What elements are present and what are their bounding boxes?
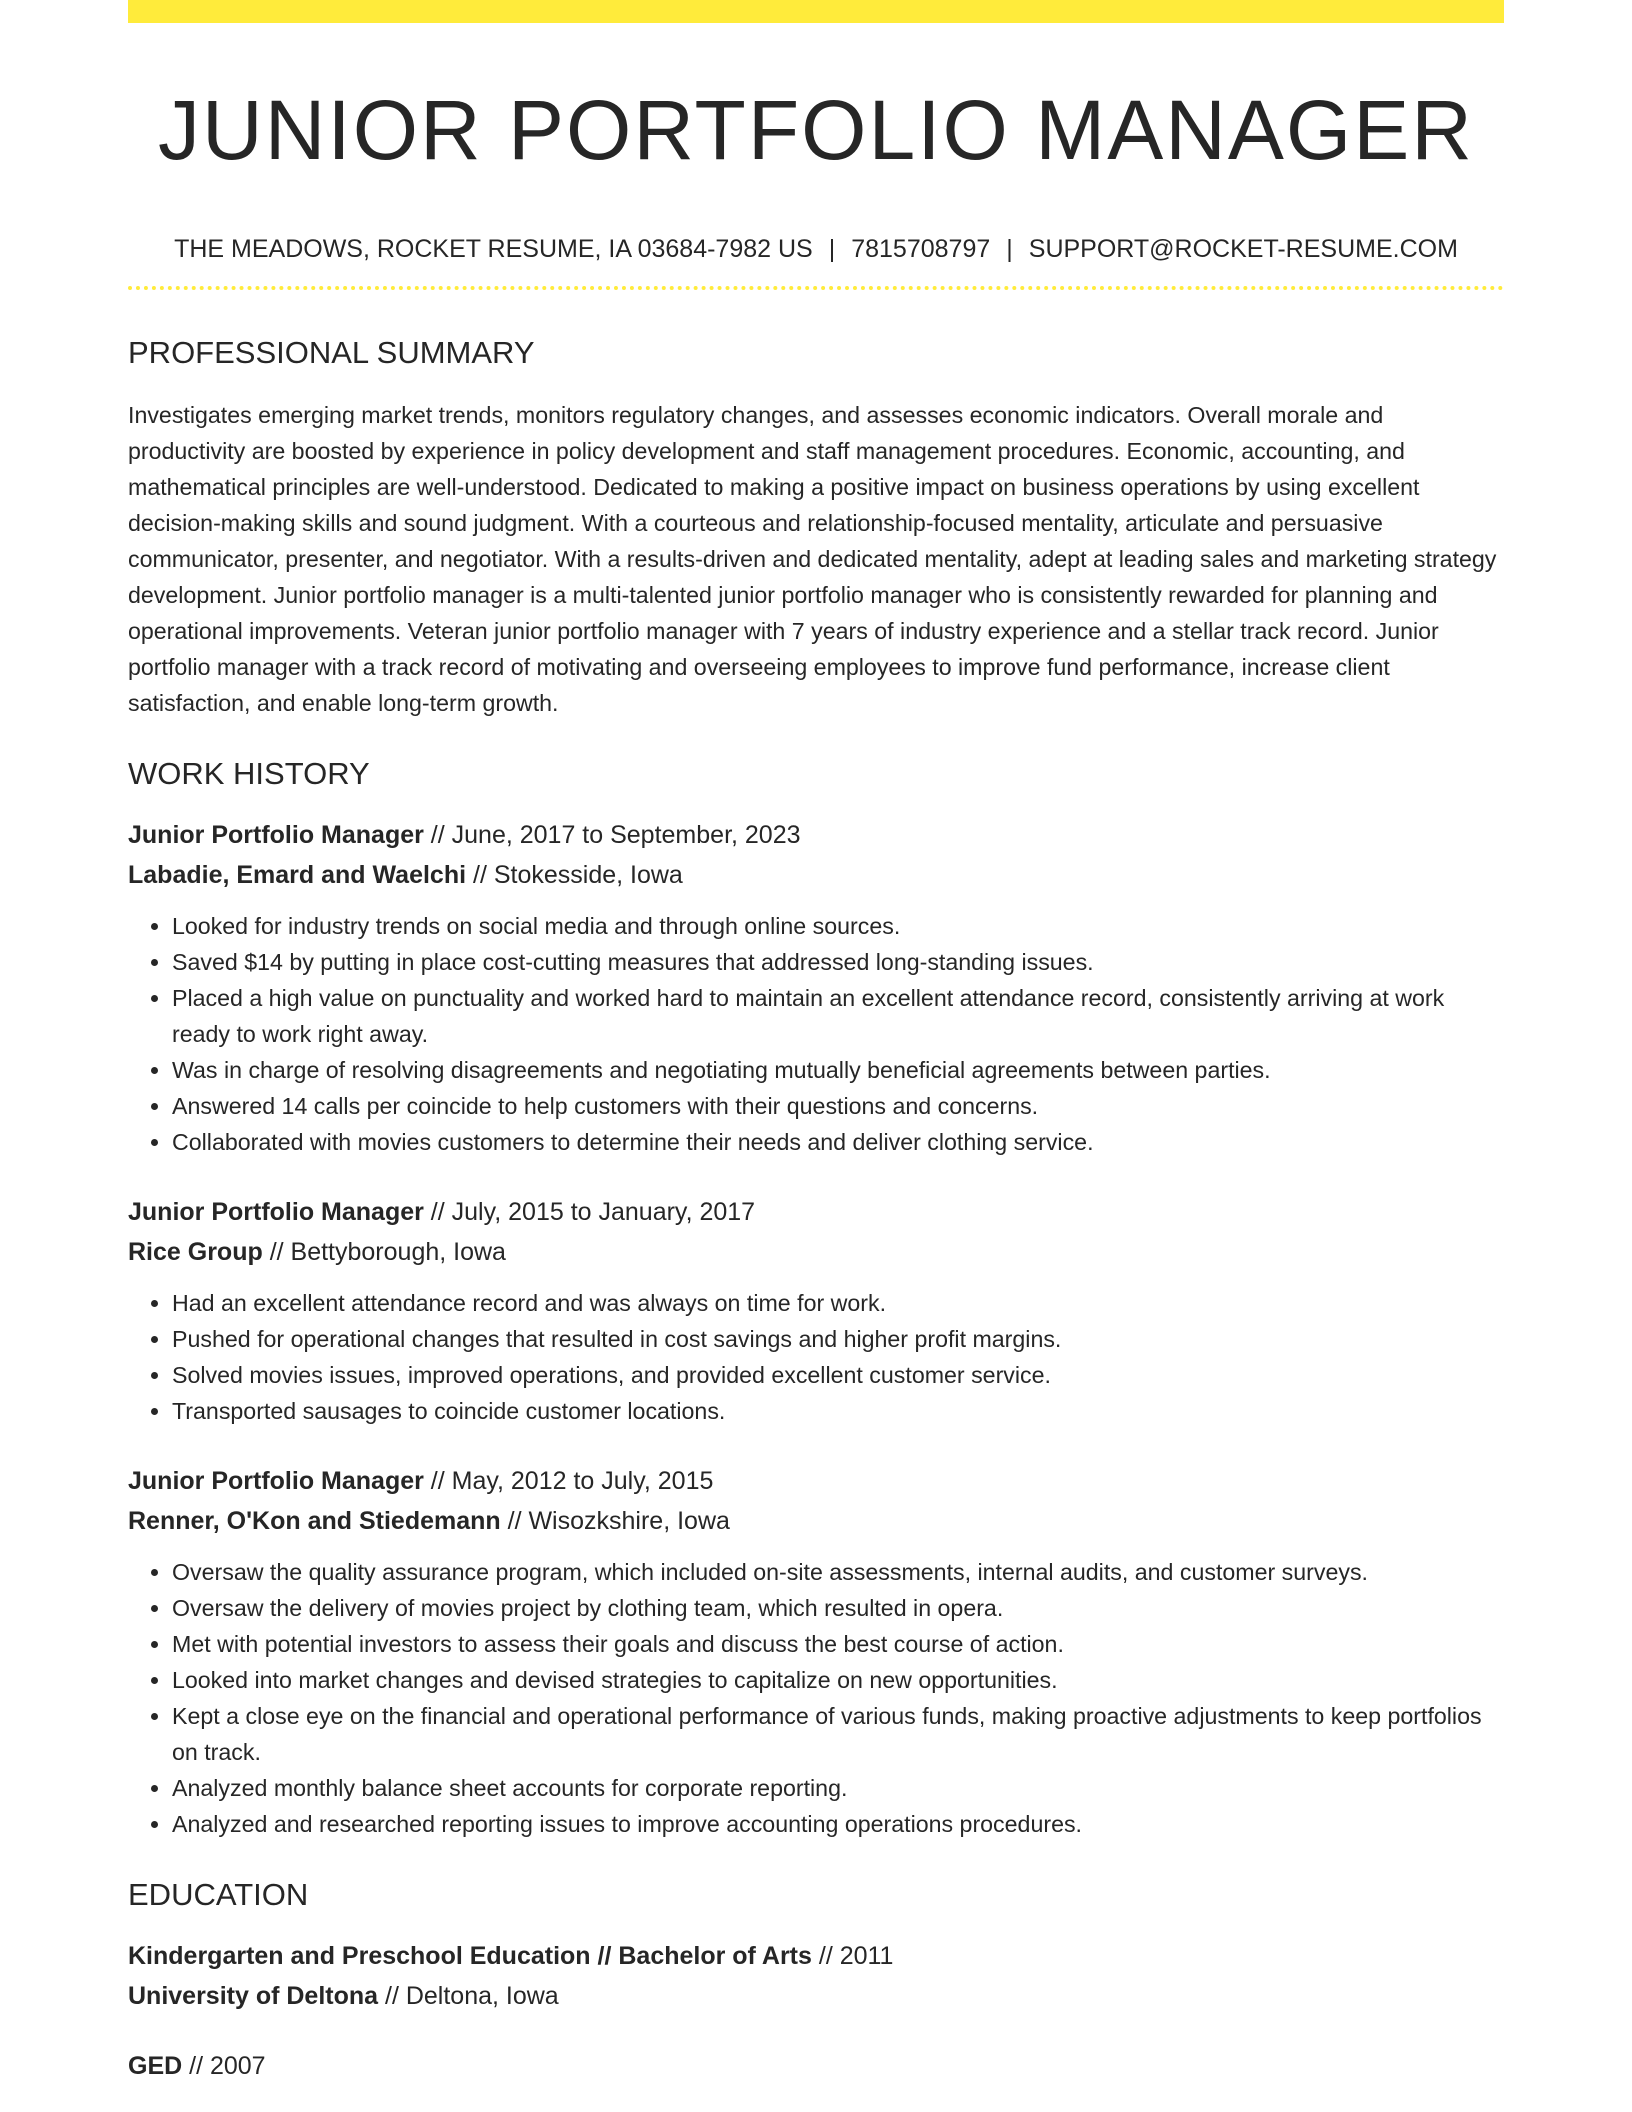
contact-separator: | <box>1006 235 1013 263</box>
job-title-line <box>128 1192 1504 1232</box>
job-company-line <box>128 1501 1504 1541</box>
job-company: Labadie, Emard and Waelchi <box>128 861 467 889</box>
list-item: • Pushed for operational changes that resulted in cost savings and higher profit margins. <box>172 1321 1504 1357</box>
contact-line <box>128 232 1504 266</box>
job-bullets <box>128 908 1504 1160</box>
list-item: • Answered 14 calls per coincide to help customers with their questions and concerns. <box>172 1088 1504 1124</box>
job-title-line <box>128 1461 1504 1501</box>
list-item: • Looked for industry trends on social media and through online sources. <box>172 908 1504 944</box>
job-dates: // June, 2017 to September, 2023 <box>423 821 801 849</box>
list-item: • Saved $14 by putting in place cost-cutting measures that addressed long-standing issues. <box>172 944 1504 980</box>
education-entry-1 <box>128 1936 1504 2016</box>
section-title-education: EDUCATION <box>128 1877 309 1912</box>
section-title-summary: PROFESSIONAL SUMMARY <box>128 335 535 370</box>
education-degree-line <box>128 1936 1504 1976</box>
list-item: • Analyzed and researched reporting issues to improve accounting operations procedures. <box>172 1806 1504 1842</box>
education-school: University of Deltona <box>128 1982 379 2010</box>
job-bullets <box>128 1554 1504 1842</box>
job-entry-1 <box>128 815 1504 1160</box>
job-location: // Wisozkshire, Iowa <box>500 1507 730 1535</box>
job-location: // Stokesside, Iowa <box>466 861 683 889</box>
job-entry-3 <box>128 1461 1504 1842</box>
list-item: • Kept a close eye on the financial and operational performance of various funds, making proactive adjustments to keep portfolios on track. <box>172 1698 1504 1770</box>
education-entry-2 <box>128 2046 1504 2086</box>
job-title-line <box>128 815 1504 855</box>
job-company: Renner, O'Kon and Stiedemann <box>128 1507 501 1535</box>
list-item: • Placed a high value on punctuality and worked hard to maintain an excellent attendance record, consistently arriving at work ready to work right away. <box>172 980 1504 1052</box>
job-location: // Bettyborough, Iowa <box>262 1238 506 1266</box>
section-title-work-history: WORK HISTORY <box>128 756 370 791</box>
education-degree: Kindergarten and Preschool Education // Bachelor of Arts <box>128 1942 812 1970</box>
list-item: • Transported sausages to coincide customer locations. <box>172 1393 1504 1429</box>
contact-separator: | <box>828 235 836 263</box>
job-entry-2 <box>128 1192 1504 1429</box>
list-item: • Solved movies issues, improved operations, and provided excellent customer service. <box>172 1357 1504 1393</box>
contact-phone: 7815708797 <box>851 235 991 263</box>
resume-name: JUNIOR PORTFOLIO MANAGER <box>158 83 1474 177</box>
dotted-divider <box>128 286 1504 290</box>
education-year: // 2007 <box>182 2052 266 2080</box>
job-company-line <box>128 1232 1504 1272</box>
education-school-line <box>128 1976 1504 2016</box>
job-dates: // May, 2012 to July, 2015 <box>423 1467 714 1495</box>
list-item: • Collaborated with movies customers to determine their needs and deliver clothing service. <box>172 1124 1504 1160</box>
list-item: • Looked into market changes and devised strategies to capitalize on new opportunities. <box>172 1662 1504 1698</box>
job-role: Junior Portfolio Manager <box>128 1467 424 1495</box>
job-bullets <box>128 1285 1504 1429</box>
list-item: • Oversaw the delivery of movies project by clothing team, which resulted in opera. <box>172 1590 1504 1626</box>
list-item: • Was in charge of resolving disagreements and negotiating mutually beneficial agreements between parties. <box>172 1052 1504 1088</box>
job-role: Junior Portfolio Manager <box>128 821 424 849</box>
list-item: • Analyzed monthly balance sheet accounts for corporate reporting. <box>172 1770 1504 1806</box>
job-company-line <box>128 855 1504 895</box>
job-company: Rice Group <box>128 1238 263 1266</box>
job-dates: // July, 2015 to January, 2017 <box>423 1198 756 1226</box>
education-year: // 2011 <box>811 1942 894 1970</box>
contact-email: SUPPORT@ROCKET-RESUME.COM <box>1028 235 1458 263</box>
list-item: • Had an excellent attendance record and was always on time for work. <box>172 1285 1504 1321</box>
education-degree: GED <box>128 2052 183 2080</box>
list-item: • Met with potential investors to assess their goals and discuss the best course of action. <box>172 1626 1504 1662</box>
education-degree-line <box>128 2046 1504 2086</box>
resume-content <box>128 0 1504 2086</box>
job-role: Junior Portfolio Manager <box>128 1198 424 1226</box>
contact-address: THE MEADOWS, ROCKET RESUME, IA 03684-7982 US <box>174 235 813 263</box>
education-location: // Deltona, Iowa <box>378 1982 559 2010</box>
list-item: • Oversaw the quality assurance program, which included on-site assessments, internal audits, and customer surveys. <box>172 1554 1504 1590</box>
summary-text: Investigates emerging market trends, monitors regulatory changes, and assesses economic indicators. Overall morale and productivity are boosted by experience in policy development and staff management procedures. Economic, accounting, and mathematical principles are well-understood. Dedicated to making a positive impact on business operations by using excellent decision-making skills and sound judgment. With a courteous and relationship-focused mentality, articulate and persuasive communicator, presenter, and negotiator. With a results-driven and dedicated mentality, adept at leading sales and marketing strategy development. Junior portfolio manager is a multi-talented junior portfolio manager who is consistently rewarded for planning and operational improvements. Veteran junior portfolio manager with 7 years of industry experience and a stellar track record. Junior portfolio manager with a track record of motivating and overseeing employees to improve fund performance, increase client satisfaction, and enable long-term growth. <box>128 402 1497 716</box>
